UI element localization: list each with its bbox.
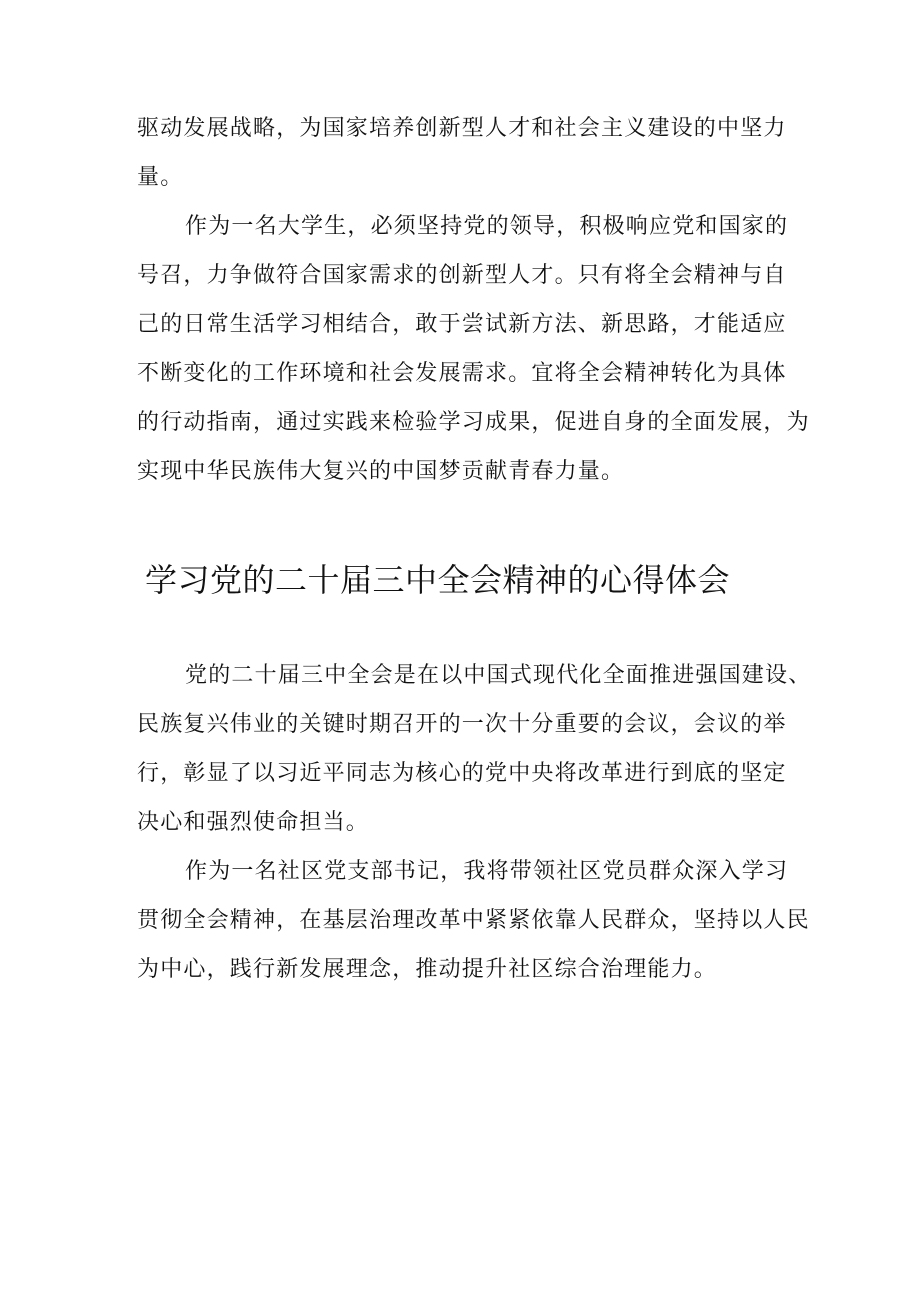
text-line: 决心和强烈使命担当。 [137, 810, 370, 835]
section2-paragraph-1 [137, 651, 812, 847]
text-line: 民族复兴伟业的关键时期召开的一次十分重要的会议，会议的举 [137, 712, 787, 737]
section-title: 学习党的二十届三中全会精神的心得体会 [145, 561, 731, 599]
text-line: 己的日常生活学习相结合，敢于尝试新方法、新思路，才能适应 [137, 312, 787, 337]
text-line: 驱动发展战略，为国家培养创新型人才和社会主义建设的中坚力 [137, 116, 787, 141]
text-line: 的行动指南，通过实践来检验学习成果，促进自身的全面发展，为 [137, 410, 810, 435]
text-line: 作为一名大学生，必须坚持党的领导，积极响应党和国家的 [185, 214, 789, 239]
section2-paragraph-2 [137, 847, 810, 994]
text-line: 号召，力争做符合国家需求的创新型人才。只有将全会精神与自 [137, 263, 787, 288]
text-line: 贯彻全会精神，在基层治理改革中紧紧依靠人民群众，坚持以人民 [137, 908, 810, 933]
text-line: 为中心，践行新发展理念，推动提升社区综合治理能力。 [137, 957, 718, 982]
section1-paragraph-2 [137, 202, 810, 496]
text-line: 行，彰显了以习近平同志为核心的党中央将改革进行到底的坚定 [137, 761, 787, 786]
text-line: 量。 [137, 165, 184, 190]
text-line: 党的二十届三中全会是在以中国式现代化全面推进强国建设、 [185, 663, 812, 688]
text-line: 作为一名社区党支部书记，我将带领社区党员群众深入学习 [185, 859, 789, 884]
text-line: 实现中华民族伟大复兴的中国梦贡献青春力量。 [137, 459, 625, 484]
text-line: 不断变化的工作环境和社会发展需求。宜将全会精神转化为具体 [137, 361, 787, 386]
section1-paragraph-1 [137, 104, 797, 202]
